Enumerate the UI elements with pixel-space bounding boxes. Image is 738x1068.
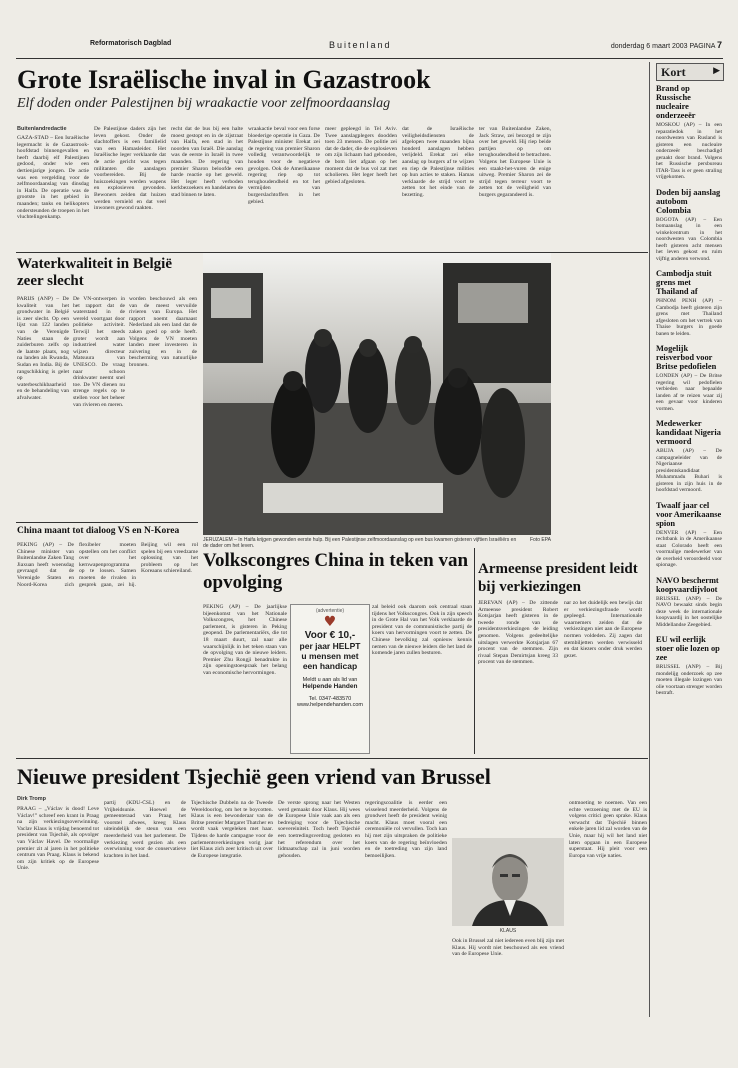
water-column-3 bbox=[129, 296, 197, 522]
sidebar-item-text: BRUSSEL (ANP) – De NAVO bewaakt sinds begin deze week de internationale koopvaardij in het oostelijke Middellandse Zeegebied. bbox=[656, 595, 722, 628]
klaus-caption-text: Ook in Brussel zal niet iedereen even blij zijn met Klaus. Hij wordt niet beschouwd als een vriend van de Europese Unie. bbox=[452, 938, 564, 958]
photo-image bbox=[203, 253, 551, 535]
lead-col7-text: ter van Buitenlandse Zaken, Jack Straw, zei bezorgd te zijn over het geweld. Hij riep beide partijen op om terughoudendheid te betrachten. Volgens het Europese Unie is een staakt-het-vuren de enige uitweg. Premier Sharon zei de strijd tegen terreur voort te zetten tot de veiligheid van burgers gegarandeerd is. bbox=[479, 126, 551, 198]
china-korea-headline: China maant tot dialoog VS en N-Korea bbox=[17, 526, 180, 536]
section-title: Buitenland bbox=[329, 40, 392, 50]
sidebar-item-headline: Medewerker kandidaat Nigeria vermoord bbox=[656, 419, 721, 446]
ad-line-3: u mensen met bbox=[301, 651, 359, 661]
lead-col6-text: dat de Israëlische veiligheidsdiensten de afgelopen twee maanden bijna honderd aanslagen hebben verijdeld. Erekat zei elke aanslag op burgers af te wijzen en riep de Palestijnse milities op hun acties te staken. Hamas verklaarde de strijd voort te zetten tot het einde van de bezetting. bbox=[402, 126, 474, 198]
lead-col1-text: GAZA-STAD – Een Israëlische legermacht is de Gazastrook-hoofdstad binnengevallen en heeft daarbij elf Palestijnen gedood, onder wie een dertienjarige jongen. De actie was een vergelding voor de zelfmoordaanslag van dinsdag in Haifa. De operatie was de grootste in het gebied in maanden; tanks en helikopters ondersteunden de troepen in het vluchtelingenkamp. bbox=[17, 135, 89, 221]
sidebar-item bbox=[656, 635, 722, 697]
china-korea-body bbox=[17, 542, 198, 754]
sidebar-item-headline: EU wil eerlijk stoer olie lozen op zee bbox=[656, 635, 720, 662]
water-col3-text: worden beschouwd als een van de meest vervuilde rivieren van Europa. Het rapport noemt daarnaast Nederland als een land dat de zaken goed op orde heeft. Volgens de VN moeten landen meer investeren in zuivering en in de bescherming van natuurlijke bronnen. bbox=[129, 296, 197, 368]
date-text: donderdag 6 maart 2003 bbox=[610, 43, 688, 50]
sidebar-item-text: ABUJA (AP) – De campagneleider van de Nigeriaanse presidentskandidaat Muhammadu Buhari is gisteren in zijn huis in de hoofdstad vermoord. bbox=[656, 448, 722, 493]
china-korea-text: PEKING (AP) – De Chinese minister van Buitenlandse Zaken Tang Jiaxuan heeft woensdag gevraagd dat de Verenigde Staten en Noord-Korea zich flexibeler moeten opstellen om het conflict over het kernwapenprogramma op te lossen. Samen moeten de rivalen in gesprek gaan, zei hij. Beijing wil een rol spelen bij een vreedzame oplossing van het probleem op het Koreaans schiereiland. bbox=[17, 542, 198, 588]
armenia-col1-text: JEREVAN (AP) – De zittende Armeense president Robert Kotsjarjan heeft gisteren in de tweede ronde van de presidentsverkiezingen de leiding genomen. Volgens gedeeltelijke uitslagen verwerkte Kotsjarjan 67 procent van de stemmen. Zijn rivaal Stepan Demirtsjan kreeg 33 procent van de stemmen. bbox=[478, 600, 558, 666]
column-rule bbox=[474, 548, 475, 754]
sidebar-item bbox=[656, 269, 722, 337]
photo-credit: Foto EPA bbox=[529, 537, 551, 543]
lead-col2-text: De Palestijnse daders zijn het leven gekost. Onder de slachtoffers is een familielid van een Hamasleider. Het Israëlische leger verklaarde dat de actie gericht was tegen militanten die aanslagen voorbereiden. Bij de huiszoekingen werden wapens en explosieven gevonden. Bewoners zeiden dat huizen werden vernield en dat veel inwoners gewond raakten. bbox=[94, 126, 166, 212]
sidebar-item-text: LONDEN (AP) – De Britse regering wil pedofielen verbieden naar bepaalde landen af te reizen waar zij een gevaar voor kinderen vormen. bbox=[656, 373, 722, 412]
ad-heart-icon: ♥ bbox=[323, 614, 337, 630]
lead-column-3 bbox=[171, 126, 243, 247]
lead-column-4 bbox=[248, 126, 320, 247]
photo-caption: JERUZALEM – In Haifa krijgen gewonden eerste hulp. Bij een Palestijnse zelfmoordaanslag op een bus kwamen gisteren vijftien Israëliërs en de dader om het leven. bbox=[203, 537, 517, 549]
water-headline: Waterkwaliteit in België zeer slecht bbox=[17, 256, 172, 289]
sidebar-item bbox=[656, 344, 722, 412]
klaus-photo-label: KLAUS bbox=[499, 928, 517, 934]
armenia-column-2 bbox=[564, 600, 642, 752]
sidebar-item-text: BOGOTA (AP) – Een bomaanslag in een winkelcentrum in het noordwesten van Colombia heeft gisteren acht mensen het leven gekost en ruim vijftig anderen verwond. bbox=[656, 216, 722, 262]
lead-column-7 bbox=[479, 126, 551, 247]
header-rule bbox=[16, 58, 723, 59]
china-col2-text: zal beleid ook daarom ook centraal staan tijdens het Volkscongres. Ook in zijn speech in de Grote Hal van het Volk verklaarde de president van de communistische partij de koers van hervormingen voort te zetten. De Chinese bevolking zal opnieuw kennis nemen van de nieuwe leiders die het land de komende jaren zullen besturen. bbox=[372, 604, 472, 657]
portrait-image bbox=[452, 838, 564, 926]
czech-column-6 bbox=[569, 800, 647, 1016]
lead-col3-text: recht dat de bus bij een halte moest gestopt en in de zijstraat van Haifa, een stad in het noorden van Israël. Die aanslag was de eerste in Israël in twee maanden. De regering van premier Sharon beloofde een harde reactie op het geweld. Het leger heeft verboden kerkbezoekers en handelaren de stad binnen te laten. bbox=[171, 126, 243, 198]
armenia-col2-text: nar zo het duidelijk een bewijs dat er verkiezingsfraude wordt gepleegd. Internationale waarnemers zeiden dat de verkiezingen niet aan de Europese normen voldeden. Zij zagen dat stembiljetten werden verwisseld en dat kiezers onder druk werden gezet. bbox=[564, 600, 642, 659]
water-column-1 bbox=[17, 296, 69, 522]
czech-col1-text: PRAAG – „Václav is dood! Leve Václav!” schreef een krant in Praag na zijn verkiezingsoverwinning. Vaclav Klaus is vrijdag benoemd tot president van Tsjechië, als opvolger van Václav Havel. De voormalige premier zit al jaren in het politieke centrum van Praag. Klaus is bekend om zijn kritiek op de Europese Unie. bbox=[17, 806, 99, 872]
sidebar-item bbox=[656, 501, 722, 569]
china-col1-text: PEKING (AP) – De jaarlijkse bijeenkomst van het Nationale Volkscongres, het Chinese parlement, is gisteren in Peking geopend. De parlementariërs, die tot 18 maart duurt, zal naar alle waarschijnlijk in het teken staan van de opvolging van de nieuwe leiders. Premier Zhu Rongji benadrukte in zijn openingstoespraak het belang van economische hervormingen. bbox=[203, 604, 287, 676]
czech-col6-text: ontmoeting te noemen. Van een echte verzoening met de EU is volgens critici geen sprake. Klaus verwacht dat Tsjechië binnen enkele jaren lid zal worden van de Unie, maar hij wil het land niet laten opgaan in een Europese superstaat. Hij pleit voor een Europa van vrije naties. bbox=[569, 800, 647, 859]
news-photo bbox=[203, 253, 551, 535]
ad-phone: Tel. 0347-483570 bbox=[308, 696, 352, 702]
ad-line-1: Voor € 10,- bbox=[304, 630, 356, 641]
sidebar-item-headline: Twaalf jaar cel voor Amerikaanse spion bbox=[656, 500, 722, 528]
section-rule bbox=[16, 522, 198, 523]
publisher-text: Reformatorisch Dagblad bbox=[90, 40, 172, 47]
sidebar-item bbox=[656, 84, 722, 181]
publisher-name bbox=[90, 40, 171, 56]
sidebar-title: Kort bbox=[661, 65, 686, 79]
lead-subheadline: Elf doden onder Palestijnen bij wraakactie voor zelfmoordaanslag bbox=[17, 96, 391, 111]
sidebar-item-text: BRUSSEL (ANP) – Bij mondelijg onderzoek op zee moeten illegale lozingen van olie voortaan strenger worden bestraft. bbox=[656, 664, 722, 696]
lead-column-1 bbox=[17, 135, 89, 247]
czech-column-1 bbox=[17, 806, 99, 1016]
sidebar-item-headline: Mogelijk reisverbod voor Britse pedofielen bbox=[656, 344, 717, 371]
sidebar-divider bbox=[649, 62, 650, 1017]
sidebar-item-headline: NAVO beschermt koopvaardijvloot bbox=[656, 575, 719, 594]
china-column-1 bbox=[203, 604, 287, 752]
czech-column-3 bbox=[191, 800, 273, 1016]
czech-col5-text: regeringscoalitie is eerder een wisselend meerderheid. Volgens de grondwet heeft de president weinig macht. Klaus moet vooral een ceremoniële rol vervullen. Toch kan hij met zijn uitspraken de politieke koers van de regering beïnvloeden en de toetreding van zijn land bemoeilijken. bbox=[365, 800, 447, 859]
czech-headline: Nieuwe president Tsjechië geen vriend van Brussel bbox=[17, 764, 491, 789]
sidebar-arrow-icon: ▶ bbox=[713, 66, 720, 76]
sidebar-title-box bbox=[656, 63, 724, 81]
lead-column-2 bbox=[94, 126, 166, 247]
sidebar-list bbox=[656, 84, 722, 1014]
armenia-column-1 bbox=[478, 600, 558, 752]
sidebar-item-headline: Cambodja stuit grens met Thailand af bbox=[656, 269, 712, 296]
water-column-2 bbox=[73, 296, 125, 522]
china-headline: Volkscongres China in teken van opvolging bbox=[203, 550, 469, 593]
sidebar-item-headline: Brand op Russische nucleaire onderzeeër bbox=[656, 84, 696, 120]
czech-col2-text: partij (KDU-ČSL) en de Vrijheidsunie. Hoewel de gemeenteraad van Praag het voorstel afwees, kreeg Klaus uiteindelijk de steun van een meerderheid van het parlement. De verkiezing werd gezien als een overwinning voor de conservatieve krachten in het land. bbox=[104, 800, 186, 859]
lead-col5-text: meer gepleegd in Tel Aviv. Twee aanslagplegers doodden toen 23 mensen. De politie zei dat de dader, die de explosieven om zijn lichaam had gebonden, de bom liet afgaan op het moment dat de bus vol zat met scholieren. Het leger heeft het gebied afgesloten. bbox=[325, 126, 397, 185]
ad-web: www.helpendehanden.com bbox=[296, 702, 364, 708]
czech-column-5 bbox=[365, 800, 447, 1016]
lead-column-5 bbox=[325, 126, 397, 247]
page-label: PAGINA bbox=[689, 43, 716, 50]
sidebar-item-text: DENVER (AP) – Een rechtbank in de Amerikaanse staat Colorado heeft een voormalige medewerker van de overheid veroordeeld voor spionage. bbox=[656, 529, 722, 568]
lead-col4-text: wraakactie beval voor een forse bloederige operatie in Gaza. De Palestijnse minister Erekat zei de regering van premier Sharon volledig verantwoordelijk te houden voor de negatieve gevolgen. Ook de Amerikaanse regering riep op tot terughoudendheid en tot het vermijden van burgerslachtoffers in het gebied. bbox=[248, 126, 320, 205]
czech-column-2 bbox=[104, 800, 186, 1016]
sidebar-item bbox=[656, 576, 722, 629]
advertisement bbox=[290, 604, 370, 754]
czech-col3-text: Tsjechische Dubbeln na de Tweede Wereldoorlog, om het te boycotten. Klaus is een bewonderaar van de Britse premier Margaret Thatcher en wordt vaak vergeleken met haar. Tijdens de harde campagne voor de parlementsverkiezingen vorig jaar liet Klaus zich zeer kritisch uit over de Europese integratie. bbox=[191, 800, 273, 859]
lead-byline: Buitenlandredactie bbox=[17, 126, 67, 132]
czech-column-4 bbox=[278, 800, 360, 1016]
ad-line-5: Meldt u aan als lid van bbox=[302, 677, 358, 683]
sidebar-item-text: PHNOM PENH (AP) – Cambodja heeft gisteren zijn grens met Thailand afgesloten om het vertrek van Thaise burgers in goede banen te leiden. bbox=[656, 298, 722, 337]
water-col2-text: De VN-ontwerpen in het rapport dat de waterstand in de wereld voortgaat door politieke activiteit. Terwijl het steeds groter wordt aan industrieel water wijzen directeur Matsuura van UNESCO. De vraag naar schoon drinkwater neemt snel toe. De VN dienen nu strenge regels op te stellen voor het beheer van rivieren en meren. bbox=[73, 296, 125, 408]
ad-line-6: Helpende Handen bbox=[302, 683, 358, 690]
klaus-portrait bbox=[452, 838, 564, 926]
sidebar-item bbox=[656, 188, 722, 263]
page-number: 7 bbox=[716, 40, 722, 50]
czech-col4-text: De verste sprong naar het Westen werd gemaakt door Klaus. Hij wees de Europese Unie vaak aan als een bedreiging voor de Tsjechische soevereiniteit. Toch heeft Tsjechië een toetredingsverdrag gesloten en het referendum over het lidmaatschap zal in juni worden gehouden. bbox=[278, 800, 360, 859]
section-rule bbox=[16, 252, 648, 253]
ad-line-4: een handicap bbox=[302, 661, 358, 671]
sidebar-item bbox=[656, 419, 722, 494]
sidebar-item-headline: Doden bij aanslag autobom Colombia bbox=[656, 187, 721, 215]
klaus-caption bbox=[452, 938, 564, 1016]
section-rule bbox=[16, 758, 648, 759]
lead-headline: Grote Israëlische inval in Gazastrook bbox=[17, 65, 431, 94]
ad-label: (advertentie) bbox=[315, 608, 345, 614]
lead-column-6 bbox=[402, 126, 474, 247]
sidebar-item-text: MOSKOU (AP) – In een reparatiedok in het noordwesten van Rusland is gisteren een nucleaire onderzeeër beschadigd geraakt door brand. Volgens het Russische persbureau ITAR-Tass is er geen straling vrijgekomen. bbox=[656, 122, 722, 180]
page-date bbox=[560, 40, 722, 56]
china-column-2 bbox=[372, 604, 472, 752]
armenia-headline: Armeense president leidt bij verkiezingen bbox=[478, 561, 638, 595]
water-col1-text: PARIJS (ANP) – De kwaliteit van het grondwater in België is zeer slecht. Op een lijst van 122 landen van de Verenigde Naties staan de zuiderburen zelfs op de laatste plaats, nog na landen als Rwanda, Sudan en India. Bij de rangschikking is gelet op waterbeschikbaarheid en de behandeling van afvalwater. bbox=[17, 296, 69, 401]
czech-byline: Dirk Tromp bbox=[17, 796, 47, 802]
ad-line-2: per jaar HELPT bbox=[299, 641, 361, 651]
